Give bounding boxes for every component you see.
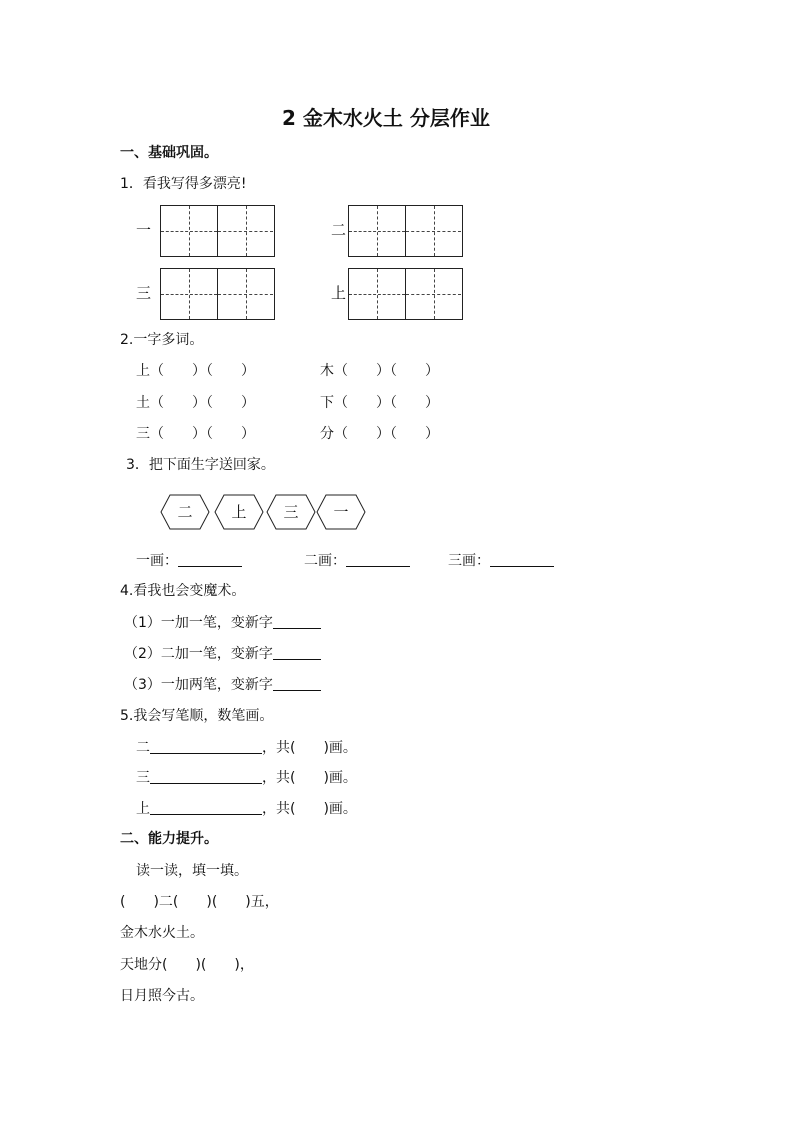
answer-line[interactable] xyxy=(346,550,410,567)
answer-line[interactable] xyxy=(178,550,242,567)
hexagon-char xyxy=(316,494,366,530)
grid-cell xyxy=(349,269,405,319)
poem-line: 金木水火土。 xyxy=(120,925,204,941)
answer-line[interactable] xyxy=(273,612,321,629)
grid-cell xyxy=(161,206,217,256)
page-title: 2 金木水火土 分层作业 xyxy=(282,106,490,130)
q1-char-3: 三 xyxy=(136,284,152,302)
q2-item[interactable]: 上（ ）（ ） xyxy=(136,363,255,379)
stroke-count-blank[interactable] xyxy=(136,550,242,571)
writing-grid-2[interactable] xyxy=(348,205,463,257)
q5-item[interactable] xyxy=(136,767,357,788)
answer-line[interactable] xyxy=(273,674,321,691)
answer-line[interactable] xyxy=(150,767,262,784)
poem-line: 日月照今古。 xyxy=(120,988,204,1004)
hexagon-label: 一 xyxy=(333,503,349,521)
blank-label: 三画： xyxy=(448,553,490,569)
q5-suffix: ，共( )画。 xyxy=(262,740,357,756)
q3-label: 3．把下面生字送回家。 xyxy=(126,457,275,473)
q5-suffix: ，共( )画。 xyxy=(262,770,357,786)
q2-item[interactable]: 三（ ）（ ） xyxy=(136,426,255,442)
writing-grid-1[interactable] xyxy=(160,205,275,257)
grid-cell xyxy=(161,269,217,319)
poem-line[interactable]: ( )二( )( )五， xyxy=(120,894,279,910)
stroke-count-blank[interactable] xyxy=(304,550,410,571)
q1-char-4: 上 xyxy=(331,284,347,302)
q4-label: 4.看我也会变魔术。 xyxy=(120,583,246,599)
grid-cell xyxy=(349,206,405,256)
q5-char: 二 xyxy=(136,740,150,756)
q5-item[interactable] xyxy=(136,737,357,758)
q1-label: 1．看我写得多漂亮! xyxy=(120,176,247,192)
q4-item[interactable] xyxy=(124,612,321,633)
hexagon-label: 二 xyxy=(177,503,193,521)
q4-item-text: （2）二加一笔，变新字 xyxy=(124,646,273,662)
answer-line[interactable] xyxy=(150,798,262,815)
section2-intro: 读一读，填一填。 xyxy=(136,863,248,879)
stroke-count-blank[interactable] xyxy=(448,550,554,571)
grid-cell xyxy=(405,269,461,319)
q5-item[interactable] xyxy=(136,798,357,819)
q4-item-text: （1）一加一笔，变新字 xyxy=(124,615,273,631)
q4-item[interactable] xyxy=(124,674,321,695)
hexagon-label: 上 xyxy=(231,503,247,521)
hexagon-label: 三 xyxy=(283,503,299,521)
q2-item[interactable]: 分（ ）（ ） xyxy=(320,426,439,442)
q5-label: 5.我会写笔顺，数笔画。 xyxy=(120,708,274,724)
grid-cell xyxy=(405,206,461,256)
poem-line[interactable]: 天地分( )( )， xyxy=(120,957,254,973)
q1-char-2: 二 xyxy=(331,221,347,239)
blank-label: 二画： xyxy=(304,553,346,569)
q2-label: 2.一字多词。 xyxy=(120,332,204,348)
q2-item[interactable]: 木（ ）（ ） xyxy=(320,363,439,379)
grid-cell xyxy=(217,206,273,256)
hexagon-char xyxy=(266,494,316,530)
q4-item-text: （3）一加两笔，变新字 xyxy=(124,677,273,693)
section2-heading: 二、能力提升。 xyxy=(120,831,218,847)
hexagon-char xyxy=(214,494,264,530)
q5-char: 上 xyxy=(136,801,150,817)
hexagon-char xyxy=(160,494,210,530)
section1-heading: 一、基础巩固。 xyxy=(120,145,218,161)
q2-item[interactable]: 下（ ）（ ） xyxy=(320,395,439,411)
writing-grid-4[interactable] xyxy=(348,268,463,320)
answer-line[interactable] xyxy=(490,550,554,567)
q2-item[interactable]: 土（ ）（ ） xyxy=(136,395,255,411)
answer-line[interactable] xyxy=(150,737,262,754)
q4-item[interactable] xyxy=(124,643,321,664)
writing-grid-3[interactable] xyxy=(160,268,275,320)
q5-suffix: ，共( )画。 xyxy=(262,801,357,817)
q1-char-1: 一 xyxy=(136,221,152,239)
answer-line[interactable] xyxy=(273,643,321,660)
grid-cell xyxy=(217,269,273,319)
blank-label: 一画： xyxy=(136,553,178,569)
q5-char: 三 xyxy=(136,770,150,786)
